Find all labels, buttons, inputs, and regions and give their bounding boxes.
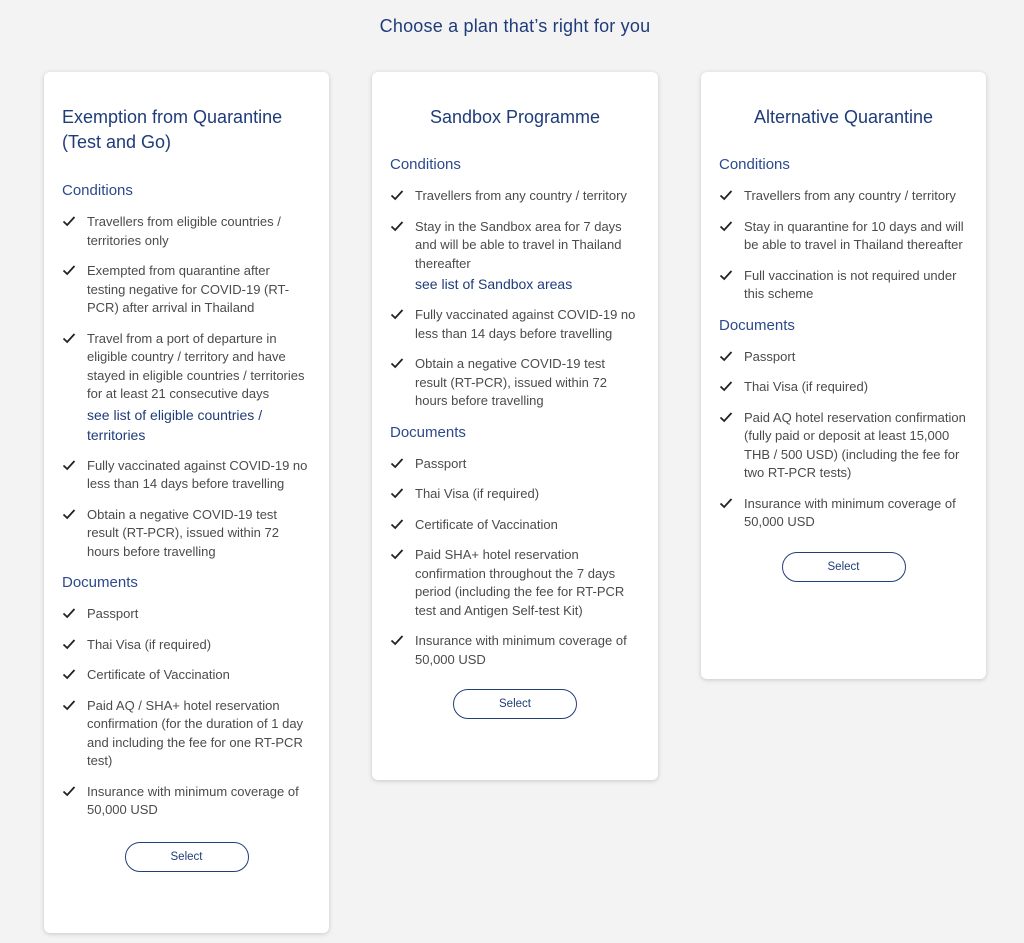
checkmark-icon xyxy=(719,349,733,363)
condition-item xyxy=(390,355,640,411)
condition-item xyxy=(62,506,311,562)
checkmark-icon xyxy=(62,507,76,521)
condition-item xyxy=(390,187,640,206)
checkmark-icon xyxy=(62,606,76,620)
documents-heading: Documents xyxy=(390,423,466,441)
checkmark-icon xyxy=(719,410,733,424)
document-item xyxy=(390,546,640,620)
condition-text: Full vaccination is not required under this scheme xyxy=(744,267,957,301)
checkmark-icon xyxy=(719,496,733,510)
document-item xyxy=(390,455,640,474)
checkmark-icon xyxy=(62,698,76,712)
document-item xyxy=(62,783,311,820)
document-text: Passport xyxy=(744,348,796,364)
conditions-heading: Conditions xyxy=(390,156,461,173)
plan-card-sandbox xyxy=(372,72,658,780)
document-item xyxy=(390,516,640,535)
conditions-list xyxy=(62,213,311,561)
checkmark-icon xyxy=(390,219,404,233)
conditions-heading: Conditions xyxy=(62,182,133,199)
conditions-heading: Conditions xyxy=(719,156,790,173)
condition-text: Stay in the Sandbox area for 7 days and will be able to travel in Thailand thereafter xyxy=(415,218,622,271)
document-text: Insurance with minimum coverage of 50,000 USD xyxy=(87,783,299,817)
select-sandbox-button[interactable]: Select xyxy=(453,689,577,719)
condition-text: Fully vaccinated against COVID-19 no less than 14 days before travelling xyxy=(87,457,308,491)
document-item xyxy=(62,666,311,685)
conditions-list xyxy=(390,187,640,411)
checkmark-icon xyxy=(719,188,733,202)
document-text: Passport xyxy=(415,455,467,471)
document-item xyxy=(719,348,968,367)
document-item xyxy=(62,636,311,655)
checkmark-icon xyxy=(390,456,404,470)
condition-item xyxy=(62,262,311,318)
documents-heading: Documents xyxy=(62,574,138,591)
checkmark-icon xyxy=(719,379,733,393)
document-item xyxy=(719,378,968,397)
condition-item xyxy=(62,457,311,494)
checkmark-icon xyxy=(390,547,404,561)
condition-item xyxy=(719,218,968,255)
condition-text: Travel from a port of departure in eligible country / territory and have stayed in eligible countries / territories for at least 21 consecutive days xyxy=(87,330,305,401)
condition-item xyxy=(390,306,640,343)
condition-item xyxy=(719,187,968,206)
document-item xyxy=(62,697,311,771)
checkmark-icon xyxy=(719,219,733,233)
condition-item xyxy=(719,267,968,304)
checkmark-icon xyxy=(62,784,76,798)
documents-list xyxy=(390,455,640,670)
document-text: Insurance with minimum coverage of 50,000 USD xyxy=(744,495,956,529)
sandbox-areas-link[interactable]: see list of Sandbox areas xyxy=(415,276,573,292)
documents-list xyxy=(62,605,311,820)
checkmark-icon xyxy=(390,517,404,531)
condition-text: Stay in quarantine for 10 days and will be able to travel in Thailand thereafter xyxy=(744,218,964,252)
checkmark-icon xyxy=(62,667,76,681)
document-item xyxy=(719,495,968,532)
document-text: Paid AQ / SHA+ hotel reservation confirmation (for the duration of 1 day and including the fee for one RT-PCR test) xyxy=(87,697,304,768)
checkmark-icon xyxy=(390,188,404,202)
conditions-list xyxy=(719,187,968,304)
document-item xyxy=(390,485,640,504)
checkmark-icon xyxy=(62,214,76,228)
document-text: Paid SHA+ hotel reservation confirmation throughout the 7 days period (including the fee for RT-PCR test and Antigen Self-test Kit) xyxy=(415,547,625,618)
document-item xyxy=(719,409,968,483)
document-text: Certificate of Vaccination xyxy=(87,667,230,682)
select-test-and-go-button[interactable]: Select xyxy=(125,842,249,872)
document-text: Thai Visa (if required) xyxy=(744,379,869,394)
eligible-countries-link[interactable]: see list of eligible countries / territories xyxy=(87,406,263,443)
checkmark-icon xyxy=(719,268,733,282)
condition-text: Exempted from quarantine after testing negative for COVID-19 (RT-PCR) after arrival in Thailand xyxy=(87,263,290,315)
select-alternative-quarantine-button[interactable]: Select xyxy=(782,552,906,582)
checkmark-icon xyxy=(62,637,76,651)
checkmark-icon xyxy=(390,486,404,500)
checkmark-icon xyxy=(390,356,404,370)
document-text: Paid AQ hotel reservation confirmation (fully paid or deposit at least 15,000 THB / 500 USD) (including the fee for two RT-PCR tests) xyxy=(744,409,966,480)
condition-item xyxy=(390,218,640,295)
checkmark-icon xyxy=(390,307,404,321)
documents-list xyxy=(719,348,968,532)
document-text: Thai Visa (if required) xyxy=(415,486,540,501)
condition-item xyxy=(62,213,311,250)
checkmark-icon xyxy=(390,633,404,647)
condition-text: Obtain a negative COVID-19 test result (RT-PCR), issued within 72 hours before travelling xyxy=(415,356,607,408)
condition-item xyxy=(62,330,311,445)
plan-title: Sandbox Programme xyxy=(429,107,601,127)
document-item xyxy=(62,605,311,624)
condition-text: Fully vaccinated against COVID-19 no less than 14 days before travelling xyxy=(415,307,636,341)
checkmark-icon xyxy=(62,458,76,472)
document-text: Insurance with minimum coverage of 50,000 USD xyxy=(415,633,627,667)
document-text: Passport xyxy=(87,606,139,621)
document-text: Certificate of Vaccination xyxy=(415,516,558,532)
plan-card-alternative-quarantine xyxy=(701,72,986,679)
documents-heading: Documents xyxy=(719,316,795,334)
condition-text: Travellers from any country / territory xyxy=(415,188,627,203)
plan-title: Exemption from Quarantine (Test and Go) xyxy=(62,107,283,152)
plan-title: Alternative Quarantine xyxy=(753,107,934,127)
condition-text: Obtain a negative COVID-19 test result (RT-PCR), issued within 72 hours before travelling xyxy=(87,506,279,559)
condition-text: Travellers from any country / territory xyxy=(744,188,956,203)
checkmark-icon xyxy=(62,331,76,345)
plan-card-test-and-go xyxy=(44,72,329,933)
checkmark-icon xyxy=(62,263,76,277)
page-title: Choose a plan that’s right for you xyxy=(379,16,651,36)
document-item xyxy=(390,632,640,669)
document-text: Thai Visa (if required) xyxy=(87,636,212,652)
condition-text: Travellers from eligible countries / territories only xyxy=(87,214,281,248)
